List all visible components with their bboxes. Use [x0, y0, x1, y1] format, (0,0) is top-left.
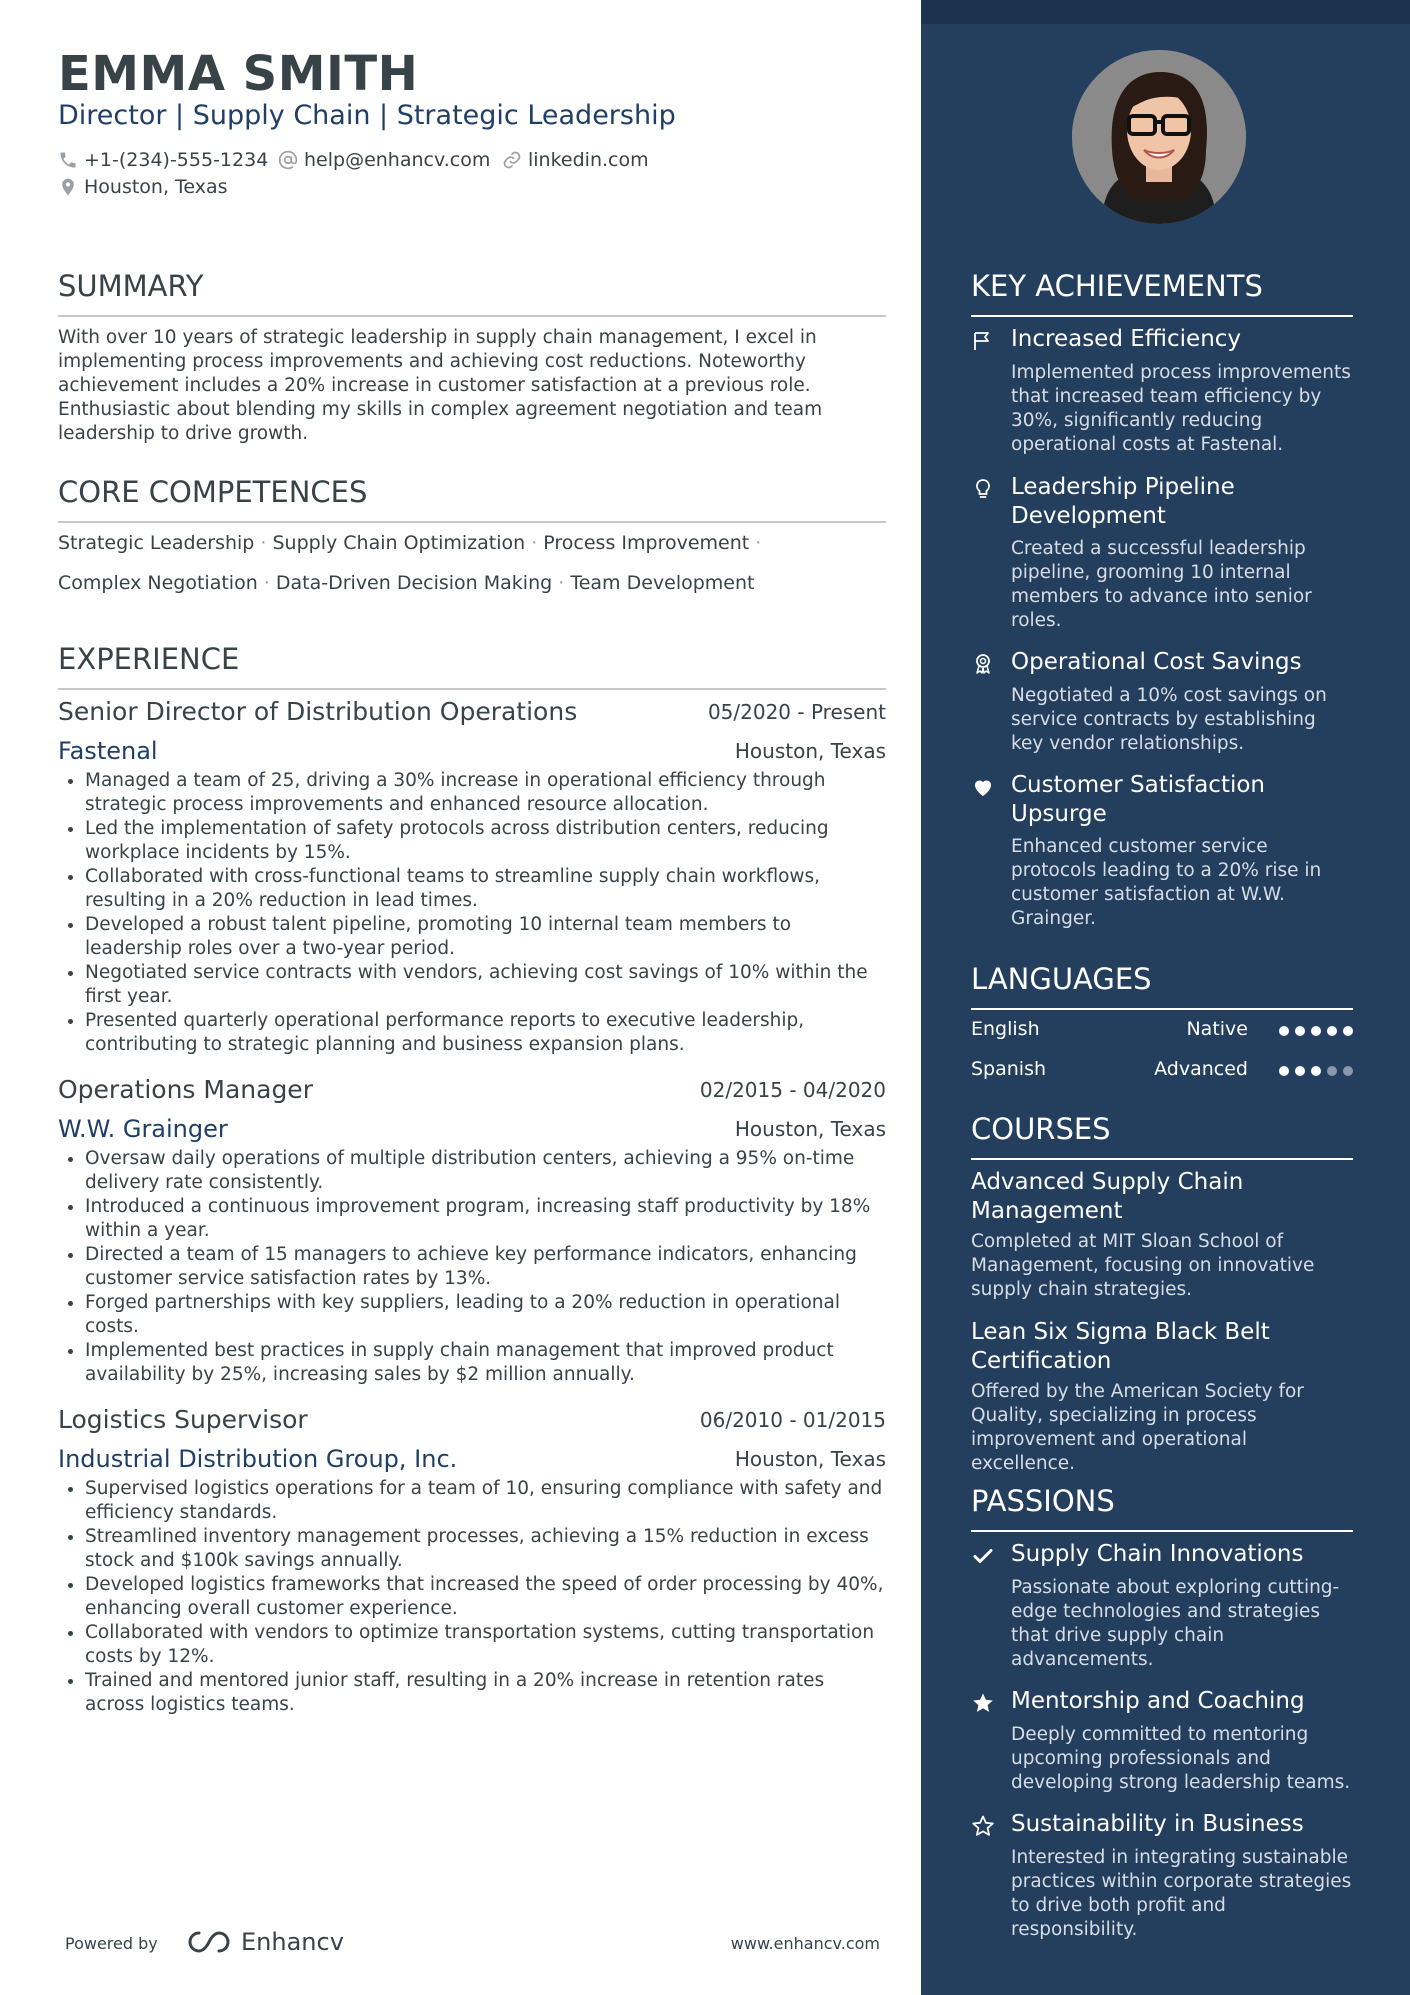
job-location: Houston, Texas — [734, 1117, 886, 1141]
avatar — [1072, 50, 1246, 224]
job-company: Industrial Distribution Group, Inc. — [58, 1445, 458, 1473]
passion-title: Supply Chain Innovations — [1011, 1541, 1304, 1567]
course-item — [971, 1168, 1353, 1302]
proficiency-dot — [1311, 1066, 1321, 1076]
achievement-title: Leadership Pipeline Development — [1011, 474, 1235, 529]
competences-divider — [58, 521, 886, 523]
languages-divider — [971, 1008, 1353, 1010]
skill-separator: · — [263, 572, 270, 594]
achievement-desc: Enhanced customer service protocols leading to a 20% rise in customer satisfaction at W.W. Grainger. — [1011, 836, 1322, 929]
achievement-title: Operational Cost Savings — [1011, 649, 1302, 675]
passion-title: Sustainability in Business — [1011, 1811, 1304, 1837]
contact-location — [58, 174, 228, 200]
proficiency-dot — [1343, 1026, 1353, 1036]
job-bullets — [58, 1147, 886, 1387]
brand-name: Enhancv — [241, 1928, 344, 1956]
skill-tag: Data-Driven Decision Making — [275, 572, 553, 594]
job-bullet: • Oversaw daily operations of multiple distribution centers, achieving a 95% on-time delivery rate consistently. — [85, 1147, 886, 1195]
course-title: Advanced Supply Chain Management — [971, 1169, 1244, 1224]
achievement-desc: Negotiated a 10% cost savings on service contracts by establishing key vendor relationships. — [1011, 685, 1327, 754]
job-company: Fastenal — [58, 737, 158, 765]
candidate-title: Director | Supply Chain | Strategic Leadership — [58, 100, 676, 131]
phone-text: +1-(234)-555-1234 — [84, 149, 269, 171]
job-dates: 02/2015 - 04/2020 — [699, 1078, 886, 1102]
competences-row-1 — [58, 530, 761, 556]
job-location: Houston, Texas — [734, 739, 886, 763]
proficiency-dot — [1295, 1026, 1305, 1036]
skill-tag: Team Development — [570, 572, 755, 594]
courses-heading: COURSES — [971, 1112, 1111, 1146]
course-title: Lean Six Sigma Black Belt Certification — [971, 1319, 1270, 1374]
job-entry — [58, 695, 886, 1057]
competences-row-2 — [58, 570, 755, 596]
job-bullet: • Developed a robust talent pipeline, promoting 10 internal team members to leadership roles over a two-year period. — [85, 913, 886, 961]
job-bullet: • Collaborated with cross-functional teams to streamline supply chain workflows, resulting in a 20% reduction in lead times. — [85, 865, 886, 913]
star-filled-icon — [971, 1691, 995, 1715]
job-bullets — [58, 1477, 886, 1717]
contact-phone[interactable] — [58, 147, 268, 173]
language-proficiency-dots — [1279, 1026, 1353, 1036]
phone-icon — [58, 150, 78, 170]
skill-separator: · — [260, 532, 267, 554]
heart-icon — [971, 775, 995, 799]
summary-heading: SUMMARY — [58, 269, 204, 303]
summary-divider — [58, 315, 886, 317]
job-bullet: • Implemented best practices in supply chain management that improved product availability by 25%, increasing sales by $2 million annually. — [85, 1339, 886, 1387]
job-company: W.W. Grainger — [58, 1115, 228, 1143]
job-role: Senior Director of Distribution Operations — [58, 697, 578, 726]
proficiency-dot — [1311, 1026, 1321, 1036]
job-entry — [58, 1403, 886, 1717]
job-entry — [58, 1073, 886, 1387]
job-bullet: • Forged partnerships with key suppliers, leading to a 20% reduction in operational costs. — [85, 1291, 886, 1339]
proficiency-dot — [1343, 1066, 1353, 1076]
proficiency-dot — [1327, 1026, 1337, 1036]
experience-heading: EXPERIENCE — [58, 642, 240, 676]
infinity-logo-icon — [185, 1929, 233, 1955]
achievement-desc: Created a successful leadership pipeline, grooming 10 internal members to advance into senior roles. — [1011, 538, 1312, 631]
job-role: Operations Manager — [58, 1075, 313, 1104]
course-desc: Completed at MIT Sloan School of Management, focusing on innovative supply chain strategies. — [971, 1231, 1315, 1300]
job-bullet: • Developed logistics frameworks that increased the speed of order processing by 40%, enhancing overall customer experience. — [85, 1573, 886, 1621]
job-role: Logistics Supervisor — [58, 1405, 308, 1434]
email-text: help@enhancv.com — [304, 149, 491, 171]
achievement-desc: Implemented process improvements that increased team efficiency by 30%, significantly reducing operational costs at Fastenal. — [1011, 362, 1351, 455]
passions-divider — [971, 1530, 1353, 1532]
achievements-heading: KEY ACHIEVEMENTS — [971, 269, 1263, 303]
skill-tag: Complex Negotiation — [58, 572, 258, 594]
job-bullet: • Directed a team of 15 managers to achieve key performance indicators, enhancing customer service satisfaction rates by 13%. — [85, 1243, 886, 1291]
at-icon — [278, 150, 298, 170]
passion-desc: Deeply committed to mentoring upcoming professionals and developing strong leadership teams. — [1011, 1724, 1351, 1793]
language-level: Advanced — [1154, 1058, 1248, 1080]
language-row — [971, 1018, 1353, 1048]
summary-text: With over 10 years of strategic leadership in supply chain management, I excel in implementing process improvements and achieving cost reductions. Noteworthy achievement includes a 20% increase in customer satisfaction at a previous role. Enthusiastic about blending my skills in complex agreement negotiation and team leadership to drive growth. — [58, 327, 823, 444]
location-pin-icon — [58, 177, 78, 197]
sidebar — [921, 0, 1410, 1995]
languages-heading: LANGUAGES — [971, 962, 1152, 996]
contact-email[interactable] — [278, 147, 490, 173]
lightbulb-icon — [971, 477, 995, 501]
passion-title: Mentorship and Coaching — [1011, 1688, 1305, 1714]
job-bullets — [58, 769, 886, 1057]
language-proficiency-dots — [1279, 1066, 1353, 1076]
contact-linkedin[interactable] — [502, 147, 649, 173]
location-text: Houston, Texas — [84, 176, 228, 198]
achievements-divider — [971, 315, 1353, 317]
language-name: English — [971, 1018, 1040, 1040]
proficiency-dot — [1279, 1066, 1289, 1076]
job-dates: 06/2010 - 01/2015 — [699, 1408, 886, 1432]
skill-separator: · — [558, 572, 565, 594]
courses-divider — [971, 1158, 1353, 1160]
job-bullet: • Introduced a continuous improvement program, increasing staff productivity by 18% within a year. — [85, 1195, 886, 1243]
skill-tag: Process Improvement — [543, 532, 750, 554]
star-outline-icon — [971, 1814, 995, 1838]
footer — [65, 1928, 880, 1962]
profile-photo-icon — [1072, 50, 1246, 224]
proficiency-dot — [1295, 1066, 1305, 1076]
proficiency-dot — [1279, 1026, 1289, 1036]
job-bullet: • Trained and mentored junior staff, resulting in a 20% increase in retention rates across logistics teams. — [85, 1669, 886, 1717]
candidate-name: EMMA SMITH — [58, 46, 419, 102]
skill-tag: Supply Chain Optimization — [272, 532, 526, 554]
passions-heading: PASSIONS — [971, 1484, 1115, 1518]
job-dates: 05/2020 - Present — [707, 700, 886, 724]
proficiency-dot — [1327, 1066, 1337, 1076]
job-location: Houston, Texas — [734, 1447, 886, 1471]
course-desc: Offered by the American Society for Quality, specializing in process improvement and operational excellence. — [971, 1381, 1304, 1474]
job-bullet: • Presented quarterly operational performance reports to executive leadership, contributing to strategic planning and business expansion plans. — [85, 1009, 886, 1057]
skill-tag: Strategic Leadership — [58, 532, 255, 554]
competences-heading: CORE COMPETENCES — [58, 475, 368, 509]
job-bullet: • Managed a team of 25, driving a 30% increase in operational efficiency through strategic process improvements and enhanced resource allocation. — [85, 769, 886, 817]
sidebar-top-band — [921, 0, 1410, 24]
job-bullet: • Collaborated with vendors to optimize transportation systems, cutting transportation costs by 12%. — [85, 1621, 886, 1669]
passion-desc: Interested in integrating sustainable practices within corporate strategies to drive both profit and responsibility. — [1011, 1847, 1352, 1940]
linkedin-text: linkedin.com — [528, 149, 649, 171]
link-icon — [502, 150, 522, 170]
skill-separator: · — [531, 532, 538, 554]
job-bullet: • Negotiated service contracts with vendors, achieving cost savings of 10% within the first year. — [85, 961, 886, 1009]
achievement-title: Customer Satisfaction Upsurge — [1011, 772, 1266, 827]
job-bullet: • Led the implementation of safety protocols across distribution centers, reducing workplace incidents by 15%. — [85, 817, 886, 865]
language-name: Spanish — [971, 1058, 1047, 1080]
job-bullet: • Streamlined inventory management processes, achieving a 15% reduction in excess stock and $100k savings annually. — [85, 1525, 886, 1573]
enhancv-logo[interactable] — [185, 1928, 344, 1956]
check-icon — [971, 1544, 995, 1568]
passion-desc: Passionate about exploring cutting-edge technologies and strategies that drive supply chain advancements. — [1011, 1577, 1340, 1670]
job-bullet: • Supervised logistics operations for a team of 10, ensuring compliance with safety and efficiency standards. — [85, 1477, 886, 1525]
language-row — [971, 1058, 1353, 1088]
flag-icon — [971, 329, 995, 353]
course-item — [971, 1318, 1353, 1476]
award-icon — [971, 652, 995, 676]
experience-divider — [58, 688, 886, 690]
language-level: Native — [1186, 1018, 1248, 1040]
skill-separator: · — [755, 532, 762, 554]
powered-by-text: Powered by — [65, 1934, 158, 1953]
achievement-title: Increased Efficiency — [1011, 326, 1242, 352]
footer-url[interactable]: www.enhancv.com — [730, 1934, 880, 1953]
